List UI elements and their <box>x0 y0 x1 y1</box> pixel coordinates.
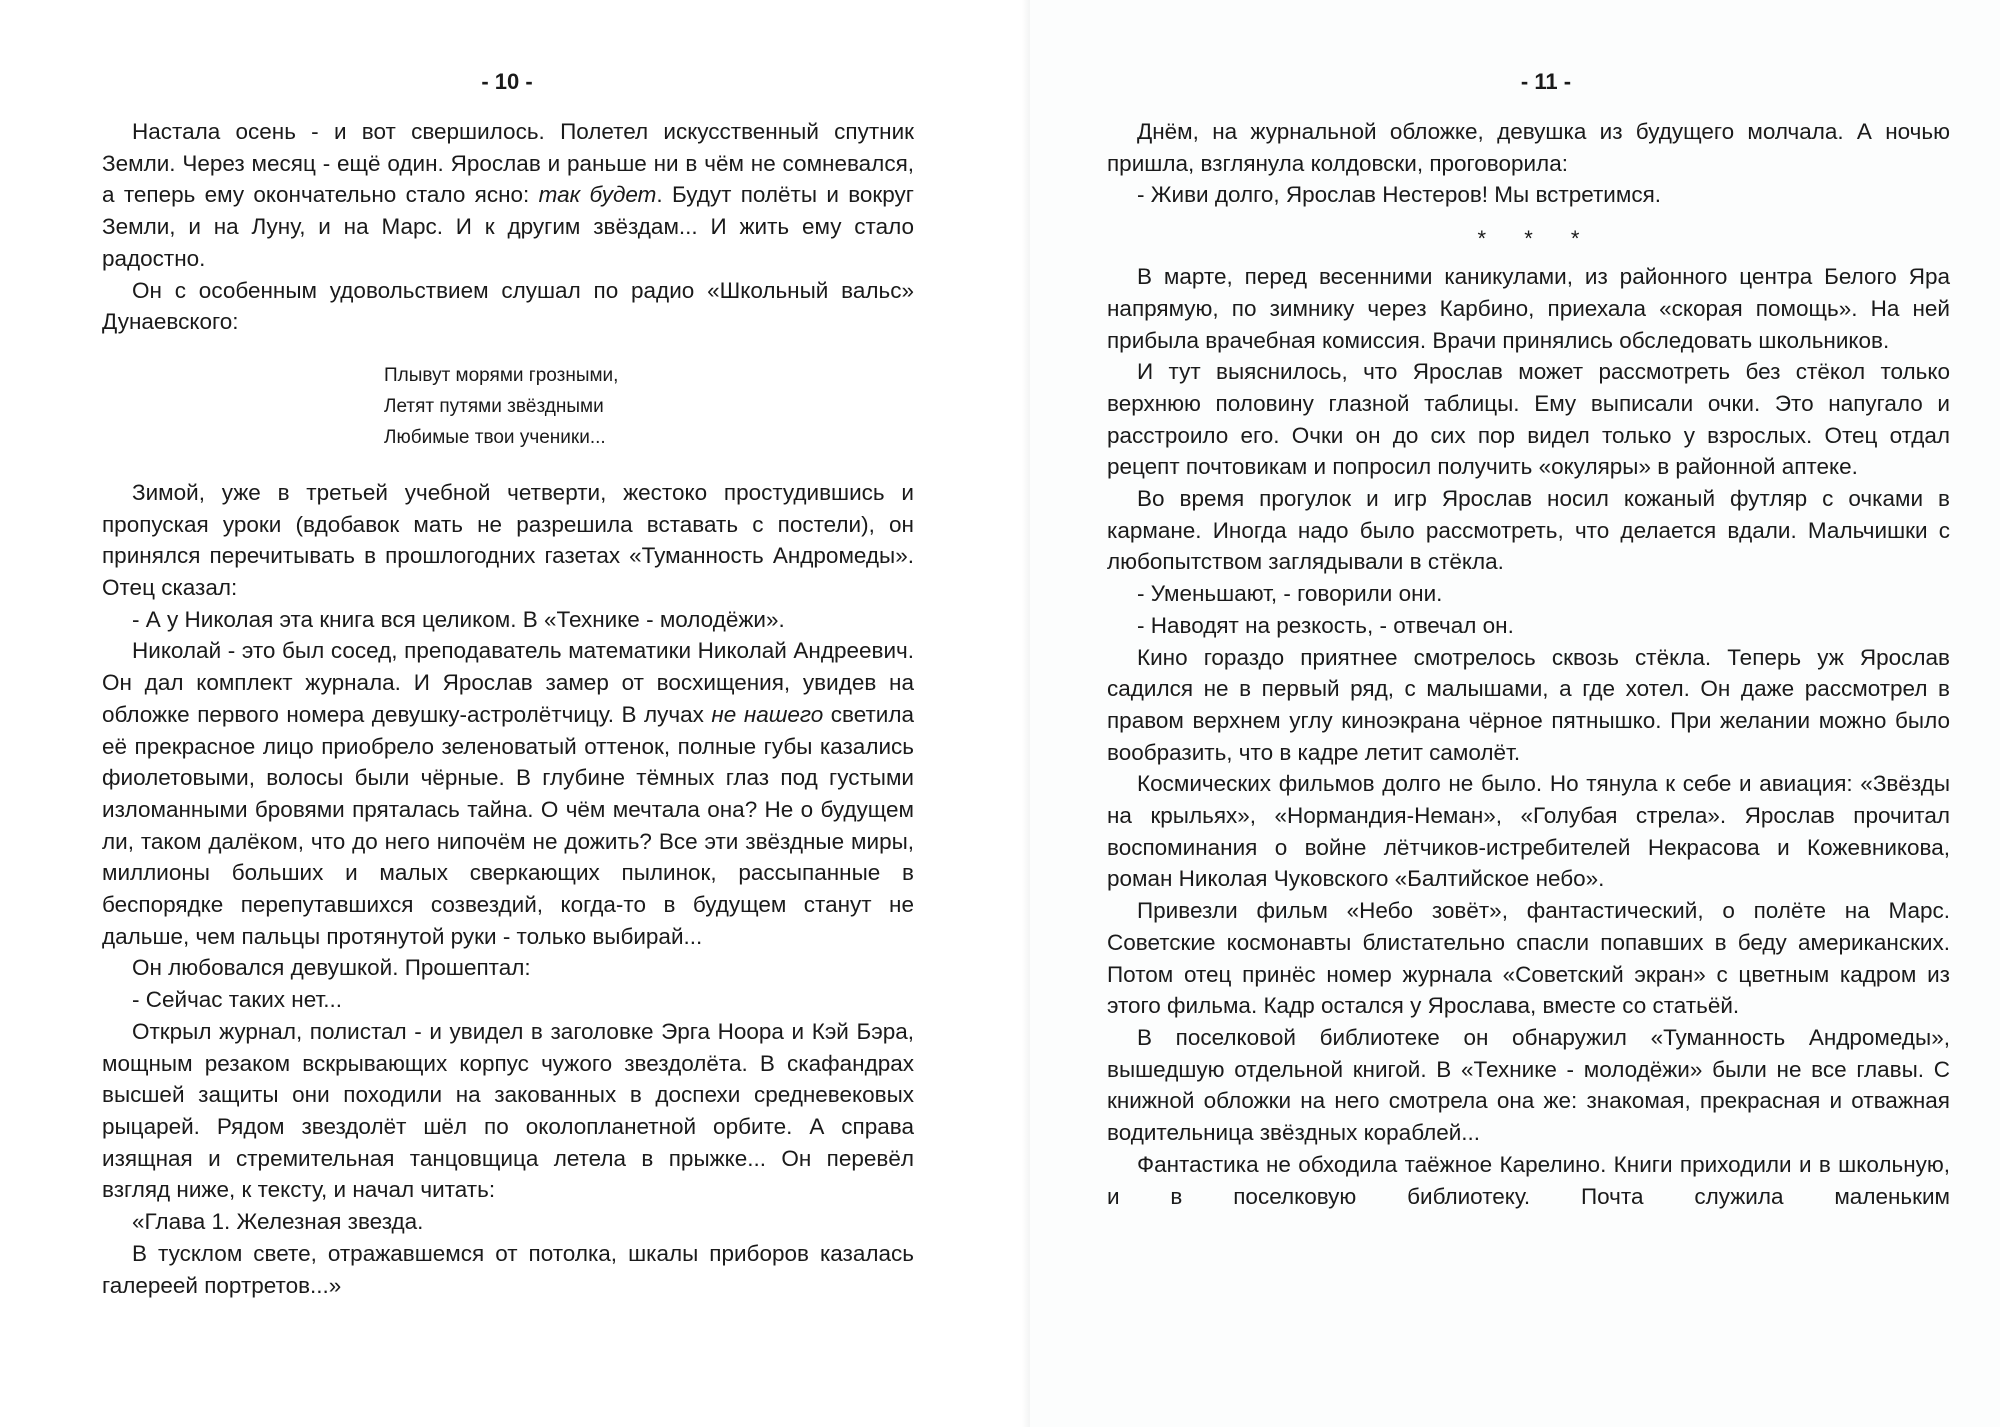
page-number-right: - 11 - <box>1520 69 1572 94</box>
paragraph: Во время прогулок и игр Ярослав носил кожаный футляр с очками в кармане. Иногда надо было рассмотреть, что делается вдали. Мальчишки с любопытством заглядывали в стёкла. <box>1107 486 1950 575</box>
right-page-text <box>1107 116 1950 1212</box>
dialogue-line: - Уменьшают, - говорили они. <box>1137 581 1443 607</box>
paragraph: Он любовался девушкой. Прошептал: <box>132 955 531 981</box>
paragraph: Фантастика не обходила таёжное Карелино. Книги приходили и в школьную, и в поселковую библиотеку. Почта служила маленьким <box>1107 1151 1950 1209</box>
paragraph: Привезли фильм «Небо зовёт», фантастический, о полёте на Марс. Советские космонавты блистательно спасли попавших в беду американских. Потом отец принёс номер журнала «Советский экран» с цветным кадром из этого фильма. Кадр остался у Ярослава, вместе со статьёй. <box>1107 898 1950 1019</box>
paragraph: Днём, на журнальной обложке, девушка из будущего молчала. А ночью пришла, взглянула колдовски, проговорила: <box>1107 119 1950 176</box>
italic-phrase: не нашего <box>711 701 824 727</box>
paragraph: Настала осень - и вот свершилось. Полетел искусственный спутник Земли. Через месяц - ещё один. Ярослав и раньше ни в чём не сомневался, а теперь ему окончательно стало ясно: так будет. Будут полёты и вокруг Земли, и на Луну, и на Марс. И к другим звёздам... И жить ему стало радостно. <box>102 119 914 271</box>
poem-quote <box>102 360 914 453</box>
section-separator: * * * <box>1477 226 1596 252</box>
paragraph: Космических фильмов долго не было. Но тянула к себе и авиация: «Звёзды на крыльях», «Нормандия-Неман», «Голубая стрела». Ярослав прочитал воспоминания о войне лётчиков-истребителей Некрасова и Кожевникова, роман Николая Чуковского «Балтийское небо». <box>1107 771 1950 892</box>
dialogue-line: - Наводят на резкость, - отвечал он. <box>1137 612 1514 638</box>
poem-line: Любимые твои ученики... <box>384 426 606 448</box>
paragraph: В тусклом свете, отражавшемся от потолка, шкалы приборов казалась галереей портретов...» <box>102 1240 914 1298</box>
right-page <box>1030 0 2000 1427</box>
paragraph: Он с особенным удовольствием слушал по радио «Школьный вальс» Дунаевского: <box>102 277 914 335</box>
paragraph: Зимой, уже в третьей учебной четверти, жестоко простудившись и пропуская уроки (вдобавок мать не разрешила вставать с постели), он принялся перечитывать в прошлогодних газетах «Туманность Андромеды». Отец сказал: <box>102 479 914 601</box>
paragraph: Кино гораздо приятнее смотрелось сквозь стёкла. Теперь уж Ярослав садился не в первый ряд, с малышами, а где хотел. Он даже рассмотрел в правом верхнем углу киноэкрана чёрное пятнышко. При желании можно было вообразить, что в кадре летит самолёт. <box>1107 644 1950 765</box>
italic-phrase: так будет <box>538 182 657 208</box>
dialogue-line: - А у Николая эта книга вся целиком. В «Технике - молодёжи». <box>132 606 785 632</box>
dialogue-line: - Сейчас таких нет... <box>132 987 343 1013</box>
poem-line: Плывут морями грозными, <box>384 364 619 386</box>
paragraph: И тут выяснилось, что Ярослав может рассмотреть без стёкол только верхнюю половину глазной таблицы. Ему выписали очки. Это напугало и расстроило его. Очки он до сих пор видел только у взрослых. Отец отдал рецепт почтовикам и попросил получить «окуляры» в районной аптеке. <box>1107 359 1950 480</box>
left-page-text <box>102 116 914 1301</box>
page-number-left: - 10 - <box>481 69 533 94</box>
paragraph: Открыл журнал, полистал - и увидел в заголовке Эрга Ноора и Кэй Бэра, мощным резаком вскрывающих корпус чужого звездолёта. В скафандрах высшей защиты они походили на закованных в доспехи средневековых рыцарей. Рядом звездолёт шёл по околопланетной орбите. А справа изящная и стремительная танцовщица летела в прыжке... Он перевёл взгляд ниже, к тексту, и начал читать: <box>102 1018 914 1203</box>
poem-line: Летят путями звёздными <box>384 395 604 417</box>
paragraph: Николай - это был сосед, преподаватель математики Николай Андреевич. Он дал комплект журнала. И Ярослав замер от восхищения, увидев на обложке первого номера девушку-астролётчицу. В лучах не нашего светила её прекрасное лицо приобрело зеленоватый оттенок, полные губы казались фиолетовыми, волосы были чёрные. В глубине тёмных глаз под густыми изломанными бровями пряталась тайна. О чём мечтала она? Не о будущем ли, таком далёком, что до него нипочём не дожить? Все эти звёздные миры, миллионы больших и малых сверкающих пылинок, рассыпанные в беспорядке перепутавшихся созвездий, когда-то в будущем станут не дальше, чем пальцы протянутой руки - только выбирай... <box>102 638 915 949</box>
dialogue-line: - Живи долго, Ярослав Нестеров! Мы встретимся. <box>1137 182 1662 208</box>
paragraph: В поселковой библиотеке он обнаружил «Туманность Андромеды», вышедшую отдельной книгой. В «Технике - молодёжи» были не все главы. С книжной обложки на него смотрела она же: знакомая, прекрасная и отважная водительница звёздных кораблей... <box>1107 1024 1950 1146</box>
paragraph: В марте, перед весенними каникулами, из районного центра Белого Яра напрямую, по зимнику через Карбино, приехала «скорая помощь». На ней прибыла врачебная комиссия. Врачи принялись обследовать школьников. <box>1107 264 1950 353</box>
paragraph: «Глава 1. Железная звезда. <box>132 1209 424 1235</box>
